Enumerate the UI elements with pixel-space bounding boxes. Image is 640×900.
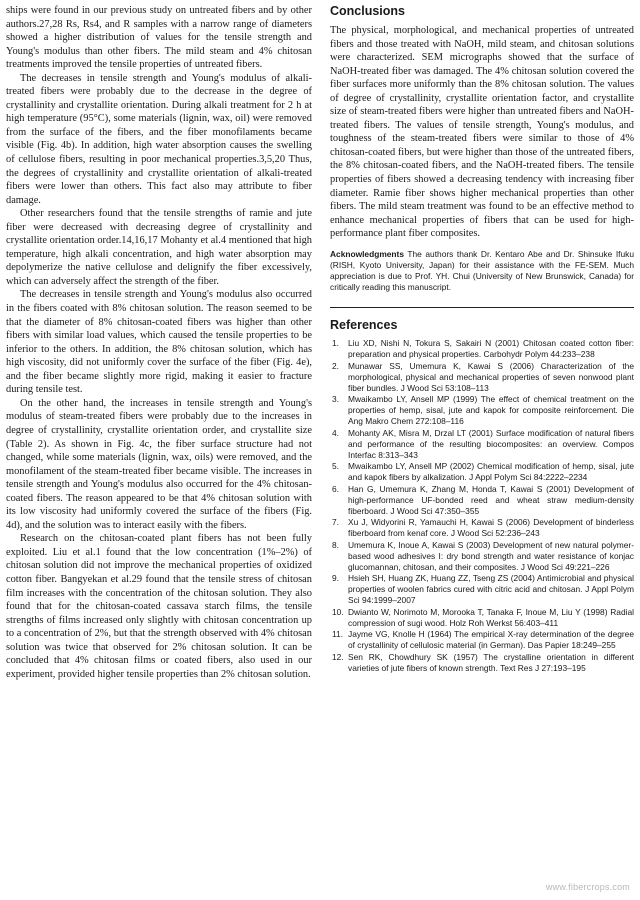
reference-text: Mohanty AK, Misra M, Drzal LT (2001) Surface modification of natural fibers and performance of the resulting biocomposites: an overview. Compos Interfac 8:313–343	[348, 427, 634, 460]
reference-number: 7.	[332, 517, 339, 528]
reference-number: 1.	[332, 338, 339, 349]
reference-text: Umemura K, Inoue A, Kawai S (2003) Development of new natural polymer-based wood adhesives I: dry bond strength and water resistance of konjac glucomannan, chitosan, and their composites. J Wood Sci 49:221–226	[348, 539, 634, 572]
reference-text: Munawar SS, Umemura K, Kawai S (2006) Characterization of the morphological, physical and mechanical properties of seven nonwood plant fiber bundles. J Wood Sci 53:108–113	[348, 360, 634, 393]
acknowledgments	[330, 249, 634, 293]
right-column	[330, 4, 634, 674]
reference-text: Jayme VG, Knolle H (1964) The empirical X-ray determination of the degree of crystallinity of cellulosic material (in German). Das Papier 18:249–255	[348, 629, 634, 651]
acknowledgments-text: The authors thank Dr. Kentaro Abe and Dr. Shinsuke Ifuku (RISH, Kyoto University, Japan) for their assistance with the FE-SEM. Much appreciation is due to Prof. YH. Chui (University of New Brunswick, Canada) for critically reading this manuscript.	[330, 248, 634, 293]
reference-item	[330, 629, 634, 651]
reference-text: Liu XD, Nishi N, Tokura S, Sakairi N (2001) Chitosan coated cotton fiber: preparation and physical properties. Carbohydr Polym 44:233–238	[348, 338, 634, 360]
conclusions-heading: Conclusions	[330, 4, 406, 18]
reference-text: Xu J, Widyorini R, Yamauchi H, Kawai S (2006) Development of binderless fiberboard from kenaf core. J Wood Sci 52:236–243	[348, 517, 634, 539]
reference-item	[330, 517, 634, 539]
body-paragraph: Other researchers found that the tensile strengths of ramie and jute fiber were decreased with decreasing degree of crystallinity and crystallite orientation order.14,16,17 Mohanty et al.4 mentioned that high temperature, high alkali concentration, and high water absorption may depolymerize the native cellulose and delignify the fiber excessively, which can adversely affect the strength of the fiber.	[6, 208, 312, 287]
reference-number: 5.	[332, 461, 339, 472]
body-paragraph: The decreases in tensile strength and Young's modulus also occurred in the fibers coated with 8% chitosan solution. The reason seemed to be that the diameter of 8% chitosan-coated fibers was higher than other fibers with similar load values, which caused the tensile properties to be inferior to the others. In addition, the 8% chitosan solution, which has high viscosity, did not uniformly cover the surface of the fiber (Fig. 4e), and the fiber became slightly more rigid, making it easier to fracture during tensile test.	[6, 289, 312, 396]
reference-number: 2.	[332, 360, 339, 371]
body-paragraph: The decreases in tensile strength and Young's modulus of alkali-treated fibers were probably due to the decrease in the degree of crystallinity and crystallite orientation. During alkali treatment for 2 h at high temperature (95°C), some materials (lignin, wax, oil) were removed from the surface of the fibers, and the fiber monofilaments became visible (Fig. 4b). In addition, high water absorption causes the swelling of cellulose fibers, resulting in poor mechanical properties.3,5,20 Thus, the degrees of crystallinity and crystallite orientation of alkali-treated fibers were lower than others. This fact also may attribute to fiber damage.	[6, 72, 312, 206]
reference-item	[330, 361, 634, 394]
reference-item	[330, 461, 634, 483]
reference-number: 12.	[332, 651, 344, 662]
reference-item	[330, 428, 634, 461]
reference-item	[330, 540, 634, 573]
body-paragraph: Research on the chitosan-coated plant fibers has not been fully exploited. Liu et al.1 found that the low concentration (1%–2%) of chitosan solution did not improve the mechanical properties of oxidized cotton fiber. Bangyekan et al.29 found that the tensile stress of chitosan film increases with the concentration of the chitosan solution. They also found that for the chitosan-coated cassava starch films, the tensile strengths of films increased only slightly with chitosan concentration up to a concentration of 2%, but that the strength observed with 4% chitosan solution was twice that observed for 2% chitosan solution. It can be concluded that 4% chitosan films or coated fibers, also used in our experiment, provided higher tensile properties than 2% chitosan solution.	[6, 533, 312, 680]
conclusions-text: The physical, morphological, and mechanical properties of untreated fibers and those treated with NaOH, mild steam, and chitosan solutions were characterized. SEM micrographs showed that the surface of NaOH-treated fiber was damaged. The 4% chitosan solution covered the fiber surfaces more uniformly than the 8% chitosan solution. The values of degree of crystallinity, crystallite orientation factor, and crystallite size of steam-treated fibers were higher than untreated fibers and NaOH-treated fibers. The values of tensile strength, Young's modulus, and toughness of the steam-treated fibers were similar to those of 4% chitosan-coated fibers, but were higher than those of the untreated fibers, the 8% chitosan-coated fibers, and the NaOH-treated fibers. The tensile properties of fibers showed a decreasing tendency with increasing fiber diameter. Ramie fiber shows higher mechanical properties than other fibers. The mild steam treatment was found to be an effective method to enhance mechanical properties of fibers that can be used for high-performance plant fiber composites.	[330, 25, 634, 240]
reference-item	[330, 484, 634, 517]
reference-list	[330, 338, 634, 674]
reference-item	[330, 652, 634, 674]
reference-number: 9.	[332, 573, 339, 584]
reference-number: 6.	[332, 483, 339, 494]
acknowledgments-label: Acknowledgments	[330, 248, 404, 259]
left-column	[6, 4, 312, 681]
reference-text: Sen RK, Chowdhury SK (1957) The crystalline orientation in different varieties of jute fibers of known strength. Text Res J 27:193–195	[348, 651, 634, 673]
reference-text: Mwaikambo LY, Ansell MP (2002) Chemical modification of hemp, sisal, jute and kapok fibers by alkalization. J Appl Polym Sci 84:2222–2234	[348, 461, 634, 483]
reference-number: 3.	[332, 394, 339, 405]
reference-item	[330, 394, 634, 427]
reference-number: 10.	[332, 606, 344, 617]
watermark: www.fibercrops.com	[545, 882, 630, 892]
references-heading: References	[330, 318, 398, 333]
section-divider	[330, 307, 634, 308]
reference-text: Han G, Umemura K, Zhang M, Honda T, Kawai S (2001) Development of high-performance UF-bonded reed and wheat straw medium-density fiberboard. J Wood Sci 47:350–355	[348, 483, 634, 516]
reference-text: Dwianto W, Norimoto M, Morooka T, Tanaka F, Inoue M, Liu Y (1998) Radial compression of sugi wood. Holz Roh Werkst 56:403–411	[348, 606, 634, 628]
body-paragraph: ships were found in our previous study on untreated fibers and by other authors.27,28 Rs, Rs4, and R samples with a narrow range of diameters showed a higher distribution of values for the tensile strength and Young's modulus than other fibers. The mild steam and 4% chitosan treatments improved the tensile properties of untreated fibers.	[6, 5, 312, 71]
reference-item	[330, 573, 634, 606]
body-paragraph: On the other hand, the increases in tensile strength and Young's modulus of steam-treated fibers were probably due to the increases in degree of crystallinity, crystallite orientation order, and crystallite size (Table 2). As shown in Fig. 4c, the fiber surface structure had not changed, while some materials (lignin, wax, oils) were removed, and the monofilament of the steam-treated fiber became visible. The increases in tensile strength and Young's modulus also occurred for the 4% chitosan-coated fibers. The reason appeared to be that 4% chitosan solution with its low viscosity had uniformly covered the surface of the fibers (Fig. 4d), and the solution was to interact easily with the fibers.	[6, 397, 312, 531]
reference-number: 11.	[332, 629, 344, 640]
reference-number: 8.	[332, 539, 339, 550]
reference-text: Hsieh SH, Huang ZK, Huang ZZ, Tseng ZS (2004) Antimicrobial and physical properties of woolen fabrics cured with citric acid and chitosan. J Appl Polym Sci 94:1999–2007	[348, 573, 634, 606]
reference-text: Mwaikambo LY, Ansell MP (1999) The effect of chemical treatment on the properties of hemp, sisal, jute and kapok for composite reinforcement. Die Ang Makro Chem 272:108–116	[348, 394, 634, 427]
reference-item	[330, 607, 634, 629]
reference-number: 4.	[332, 427, 339, 438]
reference-item	[330, 338, 634, 360]
